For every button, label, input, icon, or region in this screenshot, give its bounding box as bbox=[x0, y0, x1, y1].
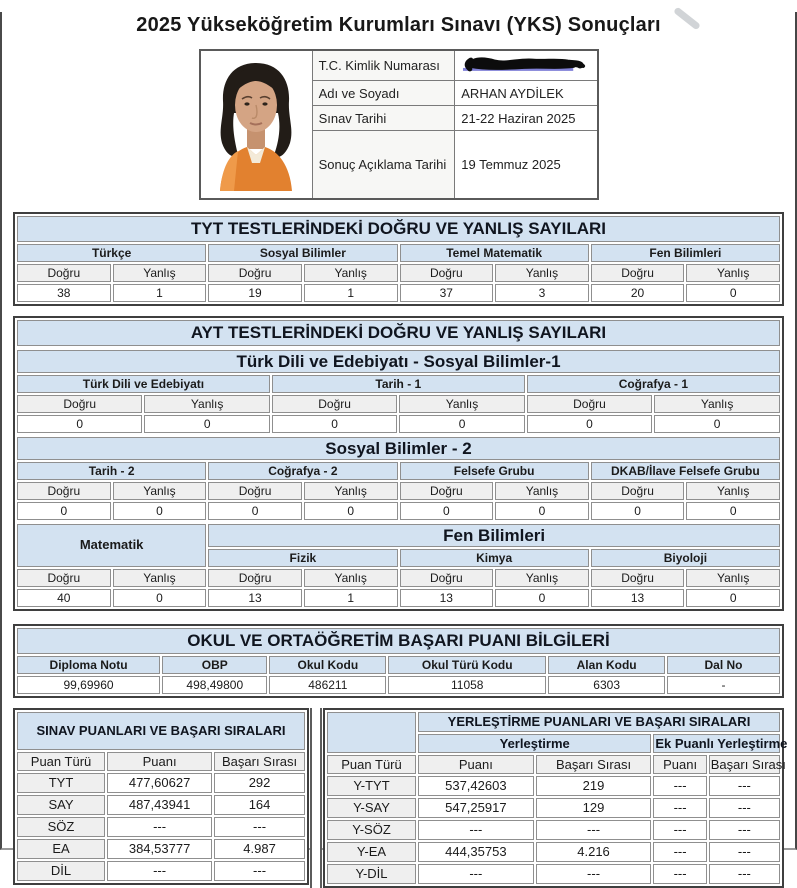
okul-header-row bbox=[17, 656, 780, 674]
dogru-label: Doğru bbox=[17, 264, 111, 282]
sinav-table-title: SINAV PUANLARI VE BAŞARI SIRALARI bbox=[17, 712, 305, 750]
score-value: 477,60627 bbox=[107, 773, 212, 793]
ayt-section2-dogru-yanlis-row bbox=[17, 482, 780, 500]
dogru-value: 13 bbox=[591, 589, 685, 607]
value-cell: 486211 bbox=[269, 676, 386, 694]
info-value-exam-date: 21-22 Haziran 2025 bbox=[455, 106, 598, 131]
col-header: OBP bbox=[162, 656, 267, 674]
ek-rank-value: --- bbox=[709, 864, 780, 884]
ayt-section2-title-row bbox=[17, 437, 780, 460]
page-title: 2025 Yükseköğretim Kurumları Sınavı (YKS) Sonuçları bbox=[136, 14, 661, 36]
dogru-value: 38 bbox=[17, 284, 111, 302]
sinav-row-ea bbox=[17, 839, 305, 859]
ayt-section3-values-row bbox=[17, 589, 780, 607]
yanlis-value: 1 bbox=[304, 589, 398, 607]
dogru-label: Doğru bbox=[400, 264, 494, 282]
candidate-info-table bbox=[199, 49, 599, 200]
yanlis-value: 0 bbox=[495, 589, 589, 607]
okul-values-row bbox=[17, 676, 780, 694]
yanlis-value: 0 bbox=[686, 284, 780, 302]
yanlis-label: Yanlış bbox=[304, 264, 398, 282]
yanlis-label: Yanlış bbox=[113, 264, 207, 282]
col-header: Puanı bbox=[418, 755, 534, 774]
candidate-photo bbox=[200, 50, 313, 199]
ek-score-value: --- bbox=[653, 798, 706, 818]
yerlestirme-row-ysay bbox=[327, 798, 780, 818]
yanlis-label: Yanlış bbox=[495, 264, 589, 282]
col-header: Puan Türü bbox=[327, 755, 416, 774]
yanlis-label: Yanlış bbox=[686, 569, 780, 587]
matematik-header: Matematik bbox=[17, 524, 206, 567]
dogru-value: 19 bbox=[208, 284, 302, 302]
ek-score-value: --- bbox=[653, 864, 706, 884]
subject-header: Kimya bbox=[400, 549, 589, 567]
yerlestirme-header-row bbox=[327, 755, 780, 774]
ek-rank-value: --- bbox=[709, 820, 780, 840]
score-type: SAY bbox=[17, 795, 105, 815]
dogru-value: 0 bbox=[17, 415, 142, 433]
sinav-header-row bbox=[17, 752, 305, 771]
info-row-kimlik bbox=[200, 50, 598, 81]
sinav-row-tyt bbox=[17, 773, 305, 793]
yanlis-value: 0 bbox=[113, 589, 207, 607]
dogru-value: 0 bbox=[208, 502, 302, 520]
value-cell: - bbox=[667, 676, 780, 694]
sinav-row-soz bbox=[17, 817, 305, 837]
ek-rank-value: --- bbox=[709, 776, 780, 796]
col-header: Başarı Sırası bbox=[710, 756, 786, 772]
dogru-value: 0 bbox=[272, 415, 397, 433]
yanlis-label: Yanlış bbox=[686, 482, 780, 500]
subject-header: Fen Bilimleri bbox=[591, 244, 780, 262]
dogru-label: Doğru bbox=[591, 482, 685, 500]
ayt-section1-dogru-yanlis-row bbox=[17, 395, 780, 413]
group-header-yerlestirme: Yerleştirme bbox=[418, 734, 651, 753]
score-type: Y-DİL bbox=[327, 864, 416, 884]
ayt-section1 bbox=[15, 348, 782, 435]
yanlis-label: Yanlış bbox=[495, 482, 589, 500]
rank-value: 164 bbox=[214, 795, 305, 815]
col-header: Başarı Sırası bbox=[536, 755, 652, 774]
col-header: Puanı bbox=[107, 752, 212, 771]
col-header: Diploma Notu bbox=[17, 656, 160, 674]
sinav-row-say bbox=[17, 795, 305, 815]
dogru-value: 13 bbox=[400, 589, 494, 607]
subject-header: Coğrafya - 1 bbox=[527, 375, 780, 393]
score-value: --- bbox=[418, 820, 534, 840]
rank-value: --- bbox=[214, 817, 305, 837]
score-value: 444,35753 bbox=[418, 842, 534, 862]
value-cell: 11058 bbox=[388, 676, 546, 694]
col-header: Dal No bbox=[667, 656, 780, 674]
yanlis-label: Yanlış bbox=[495, 569, 589, 587]
subject-header: Türk Dili ve Edebiyatı bbox=[17, 375, 270, 393]
yanlis-label: Yanlış bbox=[399, 395, 524, 413]
ayt-section1-title-row bbox=[17, 350, 780, 373]
okul-title-row bbox=[17, 628, 780, 654]
score-value: 384,53777 bbox=[107, 839, 212, 859]
subject-header: Türkçe bbox=[17, 244, 206, 262]
score-type: Y-SAY bbox=[327, 798, 416, 818]
yerlestirme-row-yea bbox=[327, 842, 780, 862]
ayt-section2-subject-row bbox=[17, 462, 780, 480]
dogru-value: 0 bbox=[17, 502, 111, 520]
yanlis-label: Yanlış bbox=[686, 264, 780, 282]
dogru-value: 20 bbox=[591, 284, 685, 302]
yanlis-label: Yanlış bbox=[304, 482, 398, 500]
ek-score-value: --- bbox=[653, 820, 706, 840]
dogru-value: 0 bbox=[527, 415, 652, 433]
dogru-value: 0 bbox=[591, 502, 685, 520]
subject-header: Tarih - 1 bbox=[272, 375, 525, 393]
yerlestirme-row-ysoz bbox=[327, 820, 780, 840]
subject-header: DKAB/İlave Felsefe Grubu bbox=[591, 462, 780, 480]
redaction-scribble bbox=[461, 54, 589, 74]
dogru-label: Doğru bbox=[591, 264, 685, 282]
dogru-label: Doğru bbox=[272, 395, 397, 413]
yanlis-value: 0 bbox=[654, 415, 780, 433]
ayt-table-title: AYT TESTLERİNDEKİ DOĞRU VE YANLIŞ SAYILARI bbox=[17, 320, 780, 346]
rank-value: 129 bbox=[536, 798, 652, 818]
yanlis-value: 0 bbox=[399, 415, 524, 433]
yanlis-value: 0 bbox=[113, 502, 207, 520]
fen-bilimleri-header: Fen Bilimleri bbox=[208, 524, 780, 547]
yanlis-value: 0 bbox=[686, 502, 780, 520]
dogru-label: Doğru bbox=[591, 569, 685, 587]
score-type: TYT bbox=[17, 773, 105, 793]
ayt-section1-values-row bbox=[17, 415, 780, 433]
ek-score-value: --- bbox=[653, 776, 706, 796]
yerlestirme-row-ydil bbox=[327, 864, 780, 884]
yerlestirme-row-ytyt bbox=[327, 776, 780, 796]
ek-rank-value: --- bbox=[709, 798, 780, 818]
sinav-row-dil bbox=[17, 861, 305, 881]
subject-header: Temel Matematik bbox=[400, 244, 589, 262]
yanlis-value: 0 bbox=[686, 589, 780, 607]
dogru-label: Doğru bbox=[17, 569, 111, 587]
score-type: SÖZ bbox=[17, 817, 105, 837]
ek-rank-value: --- bbox=[709, 842, 780, 862]
rank-value: 4.216 bbox=[536, 842, 652, 862]
column-divider bbox=[310, 708, 322, 888]
dogru-label: Doğru bbox=[208, 482, 302, 500]
score-value: --- bbox=[107, 861, 212, 881]
subject-header: Fizik bbox=[208, 549, 397, 567]
dogru-label: Doğru bbox=[400, 482, 494, 500]
score-type: EA bbox=[17, 839, 105, 859]
score-value: --- bbox=[418, 864, 534, 884]
dogru-label: Doğru bbox=[208, 569, 302, 587]
value-cell: 6303 bbox=[548, 676, 665, 694]
ayt-section1-subject-row bbox=[17, 375, 780, 393]
yanlis-label: Yanlış bbox=[654, 395, 780, 413]
yanlis-label: Yanlış bbox=[113, 482, 207, 500]
ayt-section3 bbox=[15, 522, 782, 609]
portrait-photo-graphic bbox=[204, 55, 308, 191]
dogru-value: 0 bbox=[400, 502, 494, 520]
tyt-table-title: TYT TESTLERİNDEKİ DOĞRU VE YANLIŞ SAYILARI bbox=[17, 216, 780, 242]
info-value-result-date: 19 Temmuz 2025 bbox=[455, 131, 598, 199]
score-type: Y-EA bbox=[327, 842, 416, 862]
yerlestirme-table-title: YERLEŞTİRME PUANLARI VE BAŞARI SIRALARI bbox=[418, 712, 780, 732]
sinav-puanlari-table bbox=[13, 708, 309, 885]
dogru-label: Doğru bbox=[17, 482, 111, 500]
score-value: 547,25917 bbox=[418, 798, 534, 818]
yerlestirme-title-row bbox=[327, 712, 780, 732]
group-header-ek-puanli: Ek Puanlı Yerleştirme bbox=[655, 735, 788, 751]
subject-header: Biyoloji bbox=[591, 549, 780, 567]
yanlis-label: Yanlış bbox=[144, 395, 269, 413]
ayt-section2-title: Sosyal Bilimler - 2 bbox=[17, 437, 780, 460]
col-header: Okul Türü Kodu bbox=[388, 656, 546, 674]
tyt-dogru-yanlis-row bbox=[17, 264, 780, 282]
col-header: Puan Türü bbox=[17, 752, 105, 771]
ayt-section2-values-row bbox=[17, 502, 780, 520]
dogru-label: Doğru bbox=[208, 264, 302, 282]
col-header: Başarı Sırası bbox=[214, 752, 305, 771]
rank-value: --- bbox=[536, 820, 652, 840]
score-tables-row bbox=[13, 708, 788, 888]
ayt-section3-dogru-yanlis-row bbox=[17, 569, 780, 587]
dogru-label: Doğru bbox=[527, 395, 652, 413]
info-value-kimlik-redacted bbox=[455, 50, 598, 81]
score-value: --- bbox=[107, 817, 212, 837]
info-label-name: Adı ve Soyadı bbox=[312, 81, 455, 106]
yanlis-value: 0 bbox=[144, 415, 269, 433]
info-label-result-date: Sonuç Açıklama Tarihi bbox=[312, 131, 455, 199]
tyt-results-table bbox=[13, 212, 784, 306]
value-cell: 498,49800 bbox=[162, 676, 267, 694]
dogru-value: 13 bbox=[208, 589, 302, 607]
rank-value: 292 bbox=[214, 773, 305, 793]
tyt-subject-row bbox=[17, 244, 780, 262]
yanlis-value: 0 bbox=[495, 502, 589, 520]
score-type: Y-SÖZ bbox=[327, 820, 416, 840]
dogru-value: 40 bbox=[17, 589, 111, 607]
score-type: Y-TYT bbox=[327, 776, 416, 796]
rank-value: --- bbox=[214, 861, 305, 881]
tyt-title-row bbox=[17, 216, 780, 242]
value-cell: 99,69960 bbox=[17, 676, 160, 694]
rank-value: 4.987 bbox=[214, 839, 305, 859]
ek-score-value: --- bbox=[653, 842, 706, 862]
info-value-name: ARHAN AYDİLEK bbox=[455, 81, 598, 106]
subject-header: Tarih - 2 bbox=[17, 462, 206, 480]
yks-result-page bbox=[0, 12, 797, 881]
yanlis-value: 0 bbox=[304, 502, 398, 520]
rank-value: --- bbox=[536, 864, 652, 884]
ayt-section3-fen-title-row bbox=[17, 524, 780, 547]
dogru-value: 37 bbox=[400, 284, 494, 302]
okul-puan-table bbox=[13, 624, 784, 698]
rank-value: 219 bbox=[536, 776, 652, 796]
info-label-kimlik: T.C. Kimlik Numarası bbox=[312, 50, 455, 81]
col-header: Alan Kodu bbox=[548, 656, 665, 674]
yanlis-label: Yanlış bbox=[304, 569, 398, 587]
sinav-title-row bbox=[17, 712, 305, 750]
yerlestirme-puanlari-table bbox=[323, 708, 788, 888]
dogru-label: Doğru bbox=[400, 569, 494, 587]
score-value: 487,43941 bbox=[107, 795, 212, 815]
dogru-label: Doğru bbox=[17, 395, 142, 413]
tyt-values-row bbox=[17, 284, 780, 302]
ayt-results-table bbox=[13, 316, 784, 611]
col-header: Puanı bbox=[653, 755, 706, 774]
subject-header: Sosyal Bilimler bbox=[208, 244, 397, 262]
info-label-exam-date: Sınav Tarihi bbox=[312, 106, 455, 131]
ayt-section1-title: Türk Dili ve Edebiyatı - Sosyal Bilimler-1 bbox=[17, 350, 780, 373]
yanlis-value: 1 bbox=[304, 284, 398, 302]
ayt-section2 bbox=[15, 435, 782, 522]
score-value: 537,42603 bbox=[418, 776, 534, 796]
yanlis-value: 3 bbox=[495, 284, 589, 302]
score-type: DİL bbox=[17, 861, 105, 881]
yanlis-value: 1 bbox=[113, 284, 207, 302]
col-header: Okul Kodu bbox=[269, 656, 386, 674]
okul-table-title: OKUL VE ORTAÖĞRETİM BAŞARI PUANI BİLGİLERİ bbox=[17, 628, 780, 654]
ayt-title-row bbox=[17, 320, 780, 346]
yanlis-label: Yanlış bbox=[113, 569, 207, 587]
subject-header: Coğrafya - 2 bbox=[208, 462, 397, 480]
corner-empty-cell bbox=[327, 712, 416, 753]
subject-header: Felsefe Grubu bbox=[400, 462, 589, 480]
